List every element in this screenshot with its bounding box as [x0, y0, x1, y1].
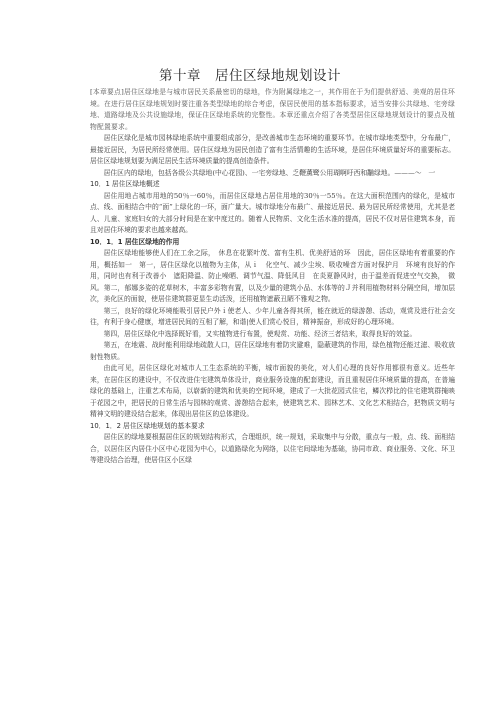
chapter-title [0, 64, 500, 84]
intro-paragraph-1: 居住区绿化是城市园林绿地系统中重要组成部分，是改善城市生态环境的重要环节。在城市绿地类型中，分布最广，最接近居民，为居民所经常使用。居住区绿地为居民创造了富有生活情趣的生活环境，是居住环境质量好坏的重要标志。居住区绿地规划要为满足居民生活环境质量的提高创造条件。 [90, 134, 455, 165]
chapter-abstract: [本章要点]居住区绿地是与城市居民关系最密切的绿地，作为附属绿地之一，其作用在于为们提供舒适、美观的居住环境。在进行居住区绿地规划时要注重各类型绿地的综合考虑，保居民使用的基本指标要求，适当安排公共绿地、宅旁绿地、道路绿地及公共设施绿地，保证住区绿地系统的完整性。本章还重点介绍了各类型居住区绿地规划设计的要点及植物配置要求。 [90, 88, 455, 131]
section-heading-10-1: 10．1 居住区绿地概述 [90, 180, 160, 188]
section-10-1-paragraph: 居住用地占城市用地的50％一60％，而居住区绿地占居住用地的30％一55％。在这大面积范围内的绿化，是城市点、线、面相结合中的“面”上绿化的一环，面广量大。城市绿地分布最广、最接近居民、最为居民所经常使用，尤其是老人、儿童、家庭妇女的大部分时间是在家中度过的。随着人民物质、文化生活水准的提高，居民不仅对居住建筑本身，而且对居住环境的要求也越来越高。 [90, 191, 455, 234]
section-10-1-1-paragraph-4: 第五，在地震、战时能利用绿地疏散人口，居住区绿地有着防灾避难，隐蔽建筑的作用，绿色植物还能过滤、吸收放射性物质。 [90, 341, 455, 361]
section-10-1-1-paragraph-5: 由此可见，居住区绿化对城市人工生态系统的平衡，城市面貌的美化，对人们心理的良好作用都很有意义。近些年来，在居住区的建设中，不仅改进住宅建筑单体设计，商业服务设施的配套建设，而且重视居住环境质量的提高，在普遍绿化的基础上，注重艺术布局，以崭新的建筑和优美的空间环境，建成了一大批花园式住宅，鳞次栉比的住宅建筑群掩映于花园之中，把居民的日常生活与园林的观赏、游憩结合起来，使建筑艺术、园林艺术、文化艺术相结合，把物质文明与精神文明的建设结合起来，体现出居住区的总体建设。 [90, 364, 455, 418]
section-heading-10-1-2: 10．1．2 居住区绿地规划的基本要求 [90, 421, 205, 430]
chapter-name: 居住区绿地规划设计 [215, 68, 341, 84]
document-body [90, 87, 455, 467]
section-10-1-1-paragraph-1: 居住区绿地能够使人们在工余之际， 休息在花繁叶茂、富有生机、优美舒适的环 因此，居住区绿地有着重要的作用，概括如一 第一，居住区绿化以植物为主体，从ｉ 化空气、减少尘埃、吸收噪音方面对保护月 环境有良好的作用，同时也有利于改善小 遮阳降温、防止噪晒、调节气温、降低风目 在炎夏静风时，由于温差而促进空气交换， 微风。第二，郁娜多姿的花草树木，丰富多彩物有置，以及少量的建筑小品、水体等的Ｊ并利用植物材料分隔空间，增加层次，美化区的面貌，使居住建筑群更显生动活泼，还用植物遮蔽丑陋不雅观之物。 [90, 249, 455, 303]
section-heading-10-1-1: 10．1．1 居住区绿地的作用 [90, 237, 180, 246]
section-10-1-1-paragraph-3: 第四，居住区绿化中选择既好看，又实植物进行布置，使观赏、功能、经济三者结来，取得良好的效益。 [103, 329, 417, 338]
section-10-1-2-paragraph: 居住区的绿地要根据居住区的规划结构形式，合理组织，统一规划，采取集中与分散，重点与一般，点、线、面相结合，以居住区内居住小区中心花园为中心，以道路绿化为网络，以住宅间绿地为基础，协同市政、商业服务、文化、环卫等建设结合治理，使居住区小区绿 [90, 433, 455, 464]
section-10-1-1-paragraph-2: 第三，良好的绿化环境能吸引居民户外ｉ使老人、少年儿童各得其所，能在就近的绿游憩、活动，观赏及进行社会交往，有利于身心健康，增进居民间的互相了解，和谐|使人们赏心悦目，精神振奋，形成好的心理环境。 [90, 306, 455, 326]
intro-paragraph-2: 居住区内的绿地，包括各级公共绿地(中心花园)、一宅旁绿地、乏鞭薰鹭公用瑚啊吁西和黼绿地。———～ 一 [103, 168, 436, 177]
chapter-number: 第十章 [159, 68, 201, 84]
